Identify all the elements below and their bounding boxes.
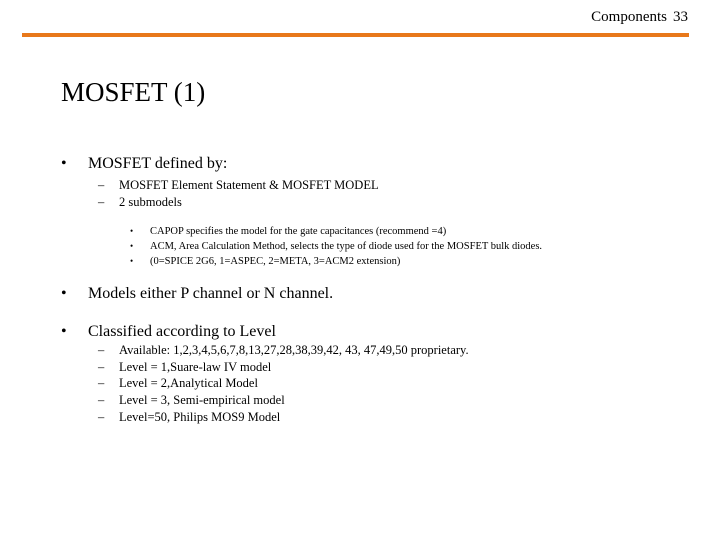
dash-marker: –: [98, 360, 105, 374]
bullet-marker: •: [61, 285, 67, 302]
sub-item: [98, 376, 258, 391]
sub-item: [98, 178, 379, 193]
subsub-item: [130, 256, 400, 267]
sub-item-text: MOSFET Element Statement & MOSFET MODEL: [119, 178, 379, 192]
bullet-text: Classified according to Level: [88, 323, 276, 340]
bullet-marker: •: [130, 226, 134, 236]
dash-marker: –: [98, 376, 105, 390]
subsub-item-text: ACM, Area Calculation Method, selects the type of diode used for the MOSFET bulk diodes.: [150, 241, 543, 252]
bullet-marker: •: [61, 323, 67, 340]
bullet-item: [61, 155, 227, 173]
slide-title: MOSFET (1): [61, 77, 206, 107]
sub-item-text: Level=50, Philips MOS9 Model: [119, 410, 281, 424]
dash-marker: –: [98, 343, 105, 357]
bullet-marker: •: [130, 241, 134, 251]
dash-marker: –: [98, 195, 105, 209]
dash-marker: –: [98, 410, 105, 424]
bullet-text: Models either P channel or N channel.: [88, 285, 334, 302]
section-label: Components: [591, 9, 667, 25]
subsub-item: [130, 241, 542, 252]
page-number: 33: [673, 9, 688, 25]
header-rule: [22, 33, 689, 37]
dash-marker: –: [98, 178, 105, 192]
sub-item: [98, 410, 280, 425]
bullet-text: MOSFET defined by:: [88, 155, 228, 172]
sub-item-text: 2 submodels: [119, 195, 182, 209]
bullet-item: [61, 323, 276, 341]
sub-item: [98, 343, 469, 358]
slide-header: [591, 9, 688, 26]
sub-item: [98, 360, 271, 375]
subsub-item-text: CAPOP specifies the model for the gate capacitances (recommend =4): [150, 226, 447, 237]
sub-item: [98, 393, 285, 408]
subsub-item: [130, 226, 446, 237]
bullet-marker: •: [130, 256, 134, 266]
sub-item: [98, 195, 182, 210]
sub-item-text: Level = 2,Analytical Model: [119, 376, 258, 390]
sub-item-text: Available: 1,2,3,4,5,6,7,8,13,27,28,38,39,42, 43, 47,49,50 proprietary.: [119, 343, 469, 357]
dash-marker: –: [98, 393, 105, 407]
sub-item-text: Level = 3, Semi-empirical model: [119, 393, 285, 407]
bullet-marker: •: [61, 155, 67, 172]
subsub-item-text: (0=SPICE 2G6, 1=ASPEC, 2=META, 3=ACM2 extension): [150, 256, 401, 267]
sub-item-text: Level = 1,Suare-law IV model: [119, 360, 272, 374]
bullet-item: [61, 285, 333, 303]
